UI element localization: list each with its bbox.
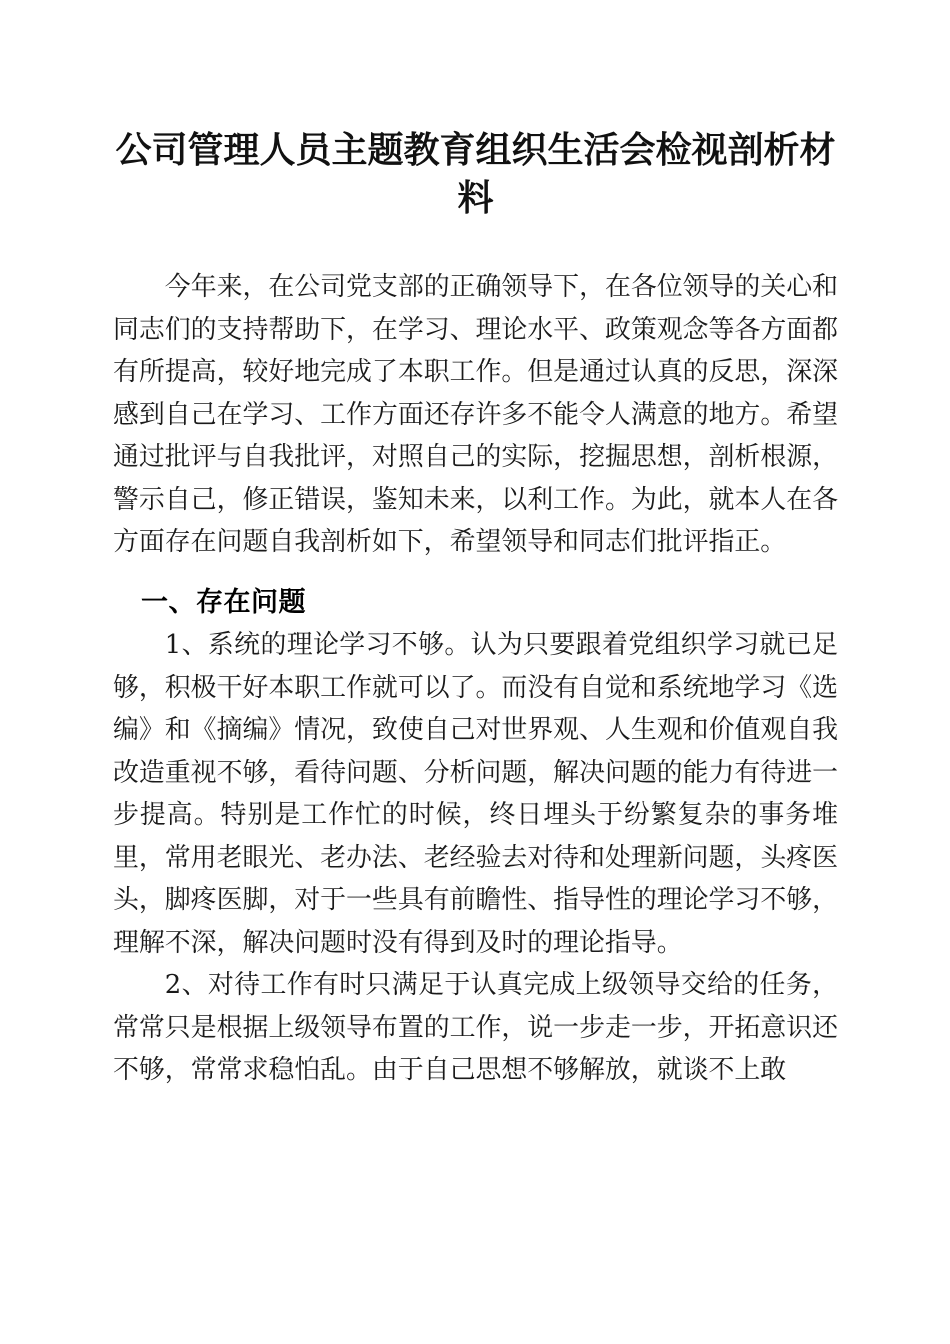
problem-item-2: 2、对待工作有时只满足于认真完成上级领导交给的任务，常常只是根据上级领导布置的工作，说一步走一步，开拓意识还不够，常常求稳怕乱。由于自己思想不够解放，就谈不上敢: [113, 970, 838, 1085]
problem-item-1: 1、系统的理论学习不够。认为只要跟着党组织学习就已足够，积极干好本职工作就可以了。而没有自觉和系统地学习《选编》和《摘编》情况，致使自己对世界观、人生观和价值观自我改造重视不够，看待问题、分析问题，解决问题的能力有待进一步提高。特别是工作忙的时候，终日埋头于纷繁复杂的事务堆里，常用老眼光、老办法、老经验去对待和处理新问题，头疼医头，脚疼医脚，对于一些具有前瞻性、指导性的理论学习不够，理解不深，解决问题时没有得到及时的理论指导。: [113, 630, 838, 958]
document-title: 公司管理人员主题教育组织生活会检视剖析材料: [115, 129, 836, 219]
opening-paragraph: 今年来，在公司党支部的正确领导下，在各位领导的关心和同志们的支持帮助下，在学习、理论水平、政策观念等各方面都有所提高，较好地完成了本职工作。但是通过认真的反思，深深感到自己在学习、工作方面还存许多不能令人满意的地方。希望通过批评与自我批评，对照自己的实际，挖掘思想，剖析根源，警示自己，修正错误，鉴知未来，以利工作。为此，就本人在各方面存在问题自我剖析如下，希望领导和同志们批评指正。: [113, 272, 838, 557]
document-content-column: [113, 0, 838, 1092]
section-heading-problems: 一、存在问题: [141, 586, 306, 618]
